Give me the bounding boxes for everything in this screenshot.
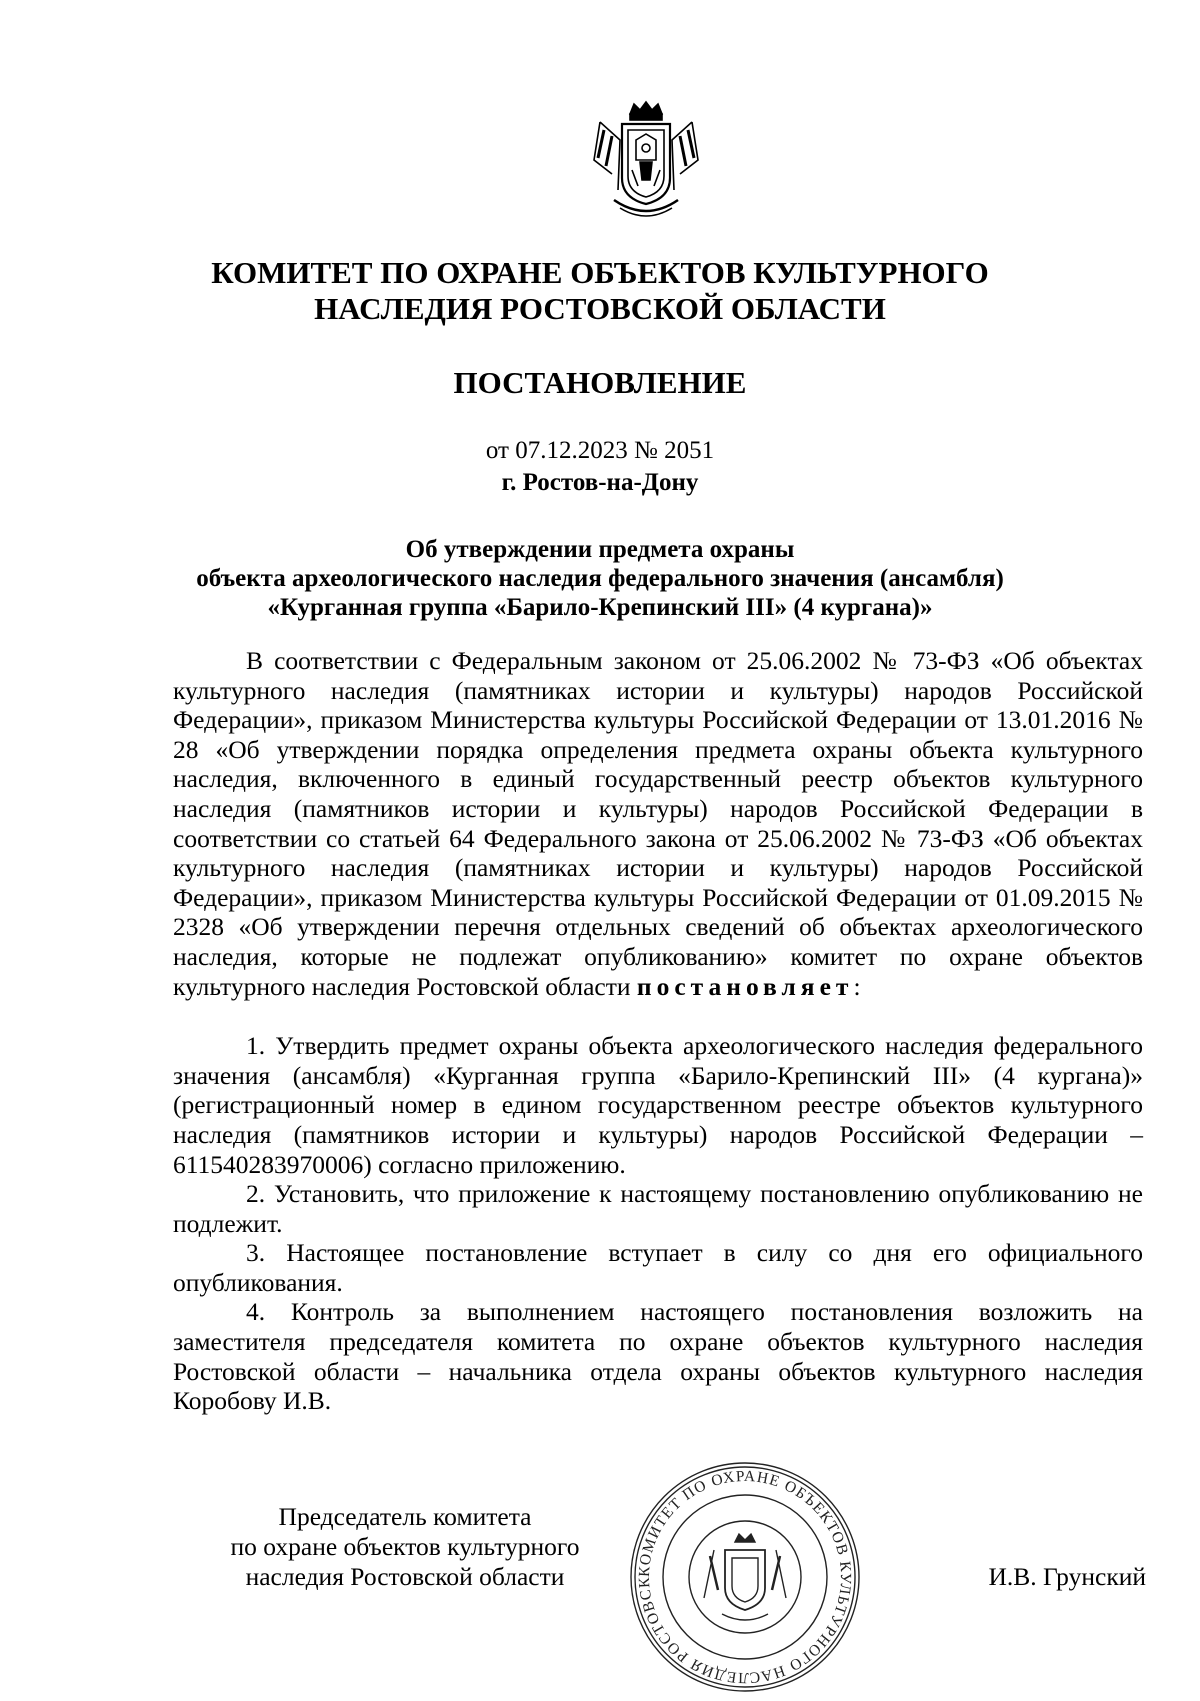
signatory-position-line2: по охране объектов культурного bbox=[230, 1532, 580, 1561]
paragraph-gap bbox=[173, 1001, 1143, 1031]
document-date-number: от 07.12.2023 № 2051 bbox=[485, 437, 715, 464]
signatory-position-line3: наследия Ростовской области bbox=[245, 1562, 565, 1591]
document-body bbox=[173, 646, 1143, 1416]
subject-line3: «Курганная группа «Барило-Крепинский III» (4 кургана)» bbox=[267, 594, 933, 621]
organization-name-line1: КОМИТЕТ ПО ОХРАНЕ ОБЪЕКТОВ КУЛЬТУРНОГО bbox=[211, 255, 989, 290]
subject-line2: объекта археологического наследия федерального значения (ансамбля) bbox=[196, 565, 1004, 592]
coat-of-arms-icon bbox=[590, 100, 702, 222]
list-item: 4. Контроль за выполнением настоящего постановления возложить на заместителя председателя комитета по охране объектов культурного наследия Ростовской области – начальника отдела охраны объектов культурного наследия Коробову И.В. bbox=[173, 1297, 1143, 1416]
svg-text:КОМИТЕТ ПО ОХРАНЕ ОБЪЕКТОВ КУЛ bbox=[622, 1458, 854, 1686]
list-item: 3. Настоящее постановление вступает в силу со дня его официального опубликования. bbox=[173, 1238, 1143, 1297]
list-item: 1. Утвердить предмет охраны объекта археологического наследия федерального значения (ансамбля) «Курганная группа «Барило-Крепинский III» (4 кургана)» (регистрационный номер в едином государственном реестре объектов культурного наследия (памятников истории и культуры) народов Российской Федерации – 611540283970006) согласно приложению. bbox=[173, 1031, 1143, 1179]
official-seal-icon bbox=[622, 1458, 868, 1696]
decree-colon: : bbox=[853, 971, 861, 1001]
list-item: 2. Установить, что приложение к настоящему постановлению опубликованию не подлежит. bbox=[173, 1179, 1143, 1238]
signatory-position bbox=[190, 1502, 620, 1592]
document-type: ПОСТАНОВЛЕНИЕ bbox=[453, 365, 747, 400]
seal-text: КОМИТЕТ ПО ОХРАНЕ ОБЪЕКТОВ КУЛЬТУРНОГО НАСЛЕДИЯ РОСТОВСК bbox=[635, 1467, 855, 1687]
signatory-name: И.В. Грунский bbox=[988, 1562, 1146, 1591]
decree-word: постановляет bbox=[636, 971, 854, 1001]
preamble-text: В соответствии с Федеральным законом от 25.06.2002 № 73-ФЗ «Об объектах культурного наследия (памятниках истории и культуры) народов Российской Федерации», приказом Министерства культуры Российской Федерации от 13.01.2016 № 28 «Об утверждении порядка определения предмета охраны объекта культурного наследия, включенного в единый государственный реестр объектов культурного наследия (памятников истории и культуры) народов Российской Федерации в соответствии со статьей 64 Федерального закона от 25.06.2002 № 73-ФЗ «Об объектах культурного наследия (памятниках истории и культуры) народов Российской Федерации», приказом Министерства культуры Российской Федерации от 01.09.2015 № 2328 «Об утверждении перечня отдельных сведений об объектах археологического наследия, которые не подлежат опубликованию» комитет по охране объектов культурного наследия Ростовской области bbox=[173, 646, 1143, 1001]
subject-line1: Об утверждении предмета охраны bbox=[405, 536, 795, 563]
organization-name-line2: НАСЛЕДИЯ РОСТОВСКОЙ ОБЛАСТИ bbox=[314, 291, 886, 326]
preamble-paragraph bbox=[173, 646, 1143, 1001]
document-subject bbox=[170, 535, 1030, 622]
organization-name bbox=[160, 255, 1040, 327]
signatory-position-line1: Председатель комитета bbox=[278, 1502, 532, 1531]
document-city: г. Ростов-на-Дону bbox=[501, 469, 699, 496]
